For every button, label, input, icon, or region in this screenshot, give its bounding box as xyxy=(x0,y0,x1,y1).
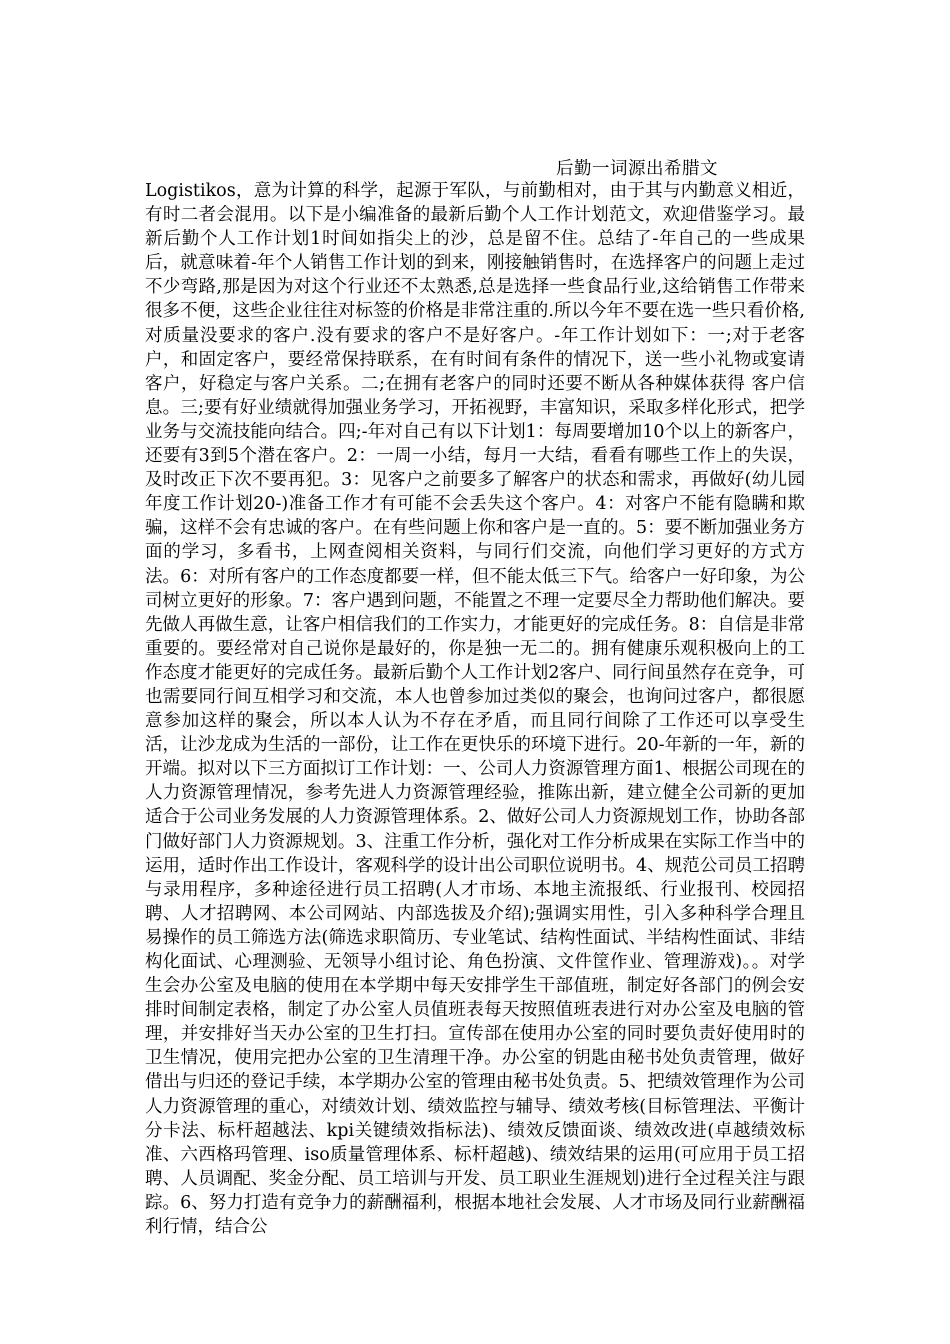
document-title: 后勤一词源出希腊文 xyxy=(556,159,718,179)
document-body-text: Logistikos，意为计算的科学，起源于军队，与前勤相对，由于其与内勤意义相近，有时二者会混用。以下是小编准备的最新后勤个人工作计划范文，欢迎借鉴学习。最新后勤个人工作计划1时间如指尖上的沙，总是留不住。总结了-年自己的一些成果后，就意味着-年个人销售工作计划的到来，刚接触销售时，在选择客户的问题上走过不少弯路,那是因为对这个行业还不太熟悉,总是选择一些食品行业,这给销售工作带来很多不便，这些企业往往对标签的价格是非常注重的.所以今年不要在选一些只看价格,对质量没要求的客户.没有要求的客户不是好客户。-年工作计划如下：一;对于老客户，和固定客户，要经常保持联系，在有时间有条件的情况下，送一些小礼物或宴请客户，好稳定与客户关系。二;在拥有老客户的同时还要不断从各种媒体获得 客户信息。三;要有好业绩就得加强业务学习，开拓视野，丰富知识，采取多样化形式，把学业务与交流技能向结合。四;-年对自己有以下计划1：每周要增加10个以上的新客户，还要有3到5个潜在客户。2：一周一小结，每月一大结，看看有哪些工作上的失误，及时改正下次不要再犯。3：见客户之前要多了解客户的状态和需求，再做好(幼儿园年度工作计划20-)准备工作才有可能不会丢失这个客户。4：对客户不能有隐瞒和欺骗，这样不会有忠诚的客户。在有些问题上你和客户是一直的。5：要不断加强业务方面的学习，多看书，上网查阅相关资料，与同行们交流，向他们学习更好的方式方法。6：对所有客户的工作态度都要一样，但不能太低三下气。给客户一好印象，为公司树立更好的形象。7：客户遇到问题，不能置之不理一定要尽全力帮助他们解决。要先做人再做生意，让客户相信我们的工作实力，才能更好的完成任务。8：自信是非常重要的。要经常对自己说你是最好的，你是独一无二的。拥有健康乐观积极向上的工作态度才能更好的完成任务。最新后勤个人工作计划2客户、同行间虽然存在竞争，可也需要同行间互相学习和交流，本人也曾参加过类似的聚会，也询问过客户，都很愿意参加这样的聚会，所以本人认为不存在矛盾，而且同行间除了工作还可以享受生活，让沙龙成为生活的一部份，让工作在更快乐的环境下进行。20-年新的一年，新的开端。拟对以下三方面拟订工作计划：一、公司人力资源管理方面1、根据公司现在的人力资源管理情况，参考先进人力资源管理经验，推陈出新，建立健全公司新的更加适合于公司业务发展的人力资源管理体系。2、做好公司人力资源规划工作，协助各部门做好部门人力资源规划。3、注重工作分析，强化对工作分析成果在实际工作当中的运用，适时作出工作设计，客观科学的设计出公司职位说明书。4、规范公司员工招聘与录用程序，多种途径进行员工招聘(人才市场、本地主流报纸、行业报刊、校园招聘、人才招聘网、本公司网站、内部选拔及介绍);强调实用性，引入多种科学合理且易操作的员工筛选方法(筛选求职简历、专业笔试、结构性面试、半结构性面试、非结构化面试、心理测验、无领导小组讨论、角色扮演、文件筐作业、管理游戏)。。对学生会办公室及电脑的使用在本学期中每天安排学生干部值班，制定好各部门的例会安排时间制定表格，制定了办公室人员值班表每天按照值班表进行对办公室及电脑的管理，并安排好当天办公室的卫生打扫。宣传部在使用办公室的同时要负责好使用时的卫生情况，使用完把办公室的卫生清理干净。办公室的钥匙由秘书处负责管理，做好借出与归还的登记手续，本学期办公室的管理由秘书处负责。5、把绩效管理作为公司人力资源管理的重心，对绩效计划、绩效监控与辅导、绩效考核(目标管理法、平衡计分卡法、标杆超越法、kpi关键绩效指标法)、绩效反馈面谈、绩效改进(卓越绩效标准、六西格玛管理、iso质量管理体系、标杆超越)、绩效结果的运用(可应用于员工招聘、人员调配、奖金分配、员工培训与开发、员工职业生涯规划)进行全过程关注与跟踪。6、努力打造有竞争力的薪酬福利，根据本地社会发展、人才市场及同行业薪酬福利行情，结合公 xyxy=(145,181,805,1238)
